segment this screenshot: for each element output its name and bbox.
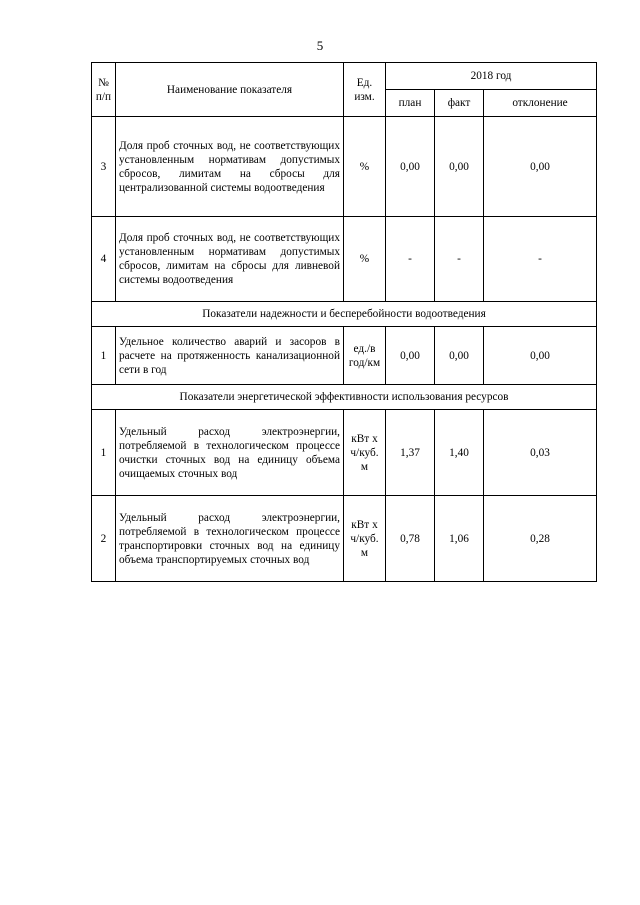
row-fact: 1,06 (435, 496, 484, 582)
table-row (92, 410, 597, 496)
row-num: 4 (92, 217, 116, 302)
row-plan: 0,00 (386, 117, 435, 217)
table-row (92, 117, 597, 217)
row-deviation: - (484, 217, 597, 302)
row-deviation: 0,00 (484, 117, 597, 217)
row-plan: - (386, 217, 435, 302)
row-deviation: 0,00 (484, 327, 597, 385)
row-unit: ед./в год/км (344, 327, 386, 385)
row-num: 2 (92, 496, 116, 582)
header-fact: факт (435, 90, 484, 117)
section-title-energy: Показатели энергетической эффективности использования ресурсов (92, 385, 597, 410)
header-num: № п/п (92, 63, 116, 117)
row-plan: 1,37 (386, 410, 435, 496)
row-fact: 0,00 (435, 327, 484, 385)
row-deviation: 0,03 (484, 410, 597, 496)
row-name: Удельный расход электроэнергии, потребляемой в технологическом процессе очистки сточных вод на единицу объема очищаемых сточных вод (116, 410, 344, 496)
header-plan: план (386, 90, 435, 117)
row-fact: 0,00 (435, 117, 484, 217)
row-unit: кВт х ч/куб. м (344, 410, 386, 496)
row-unit: % (344, 117, 386, 217)
header-name: Наименование показателя (116, 63, 344, 117)
row-plan: 0,78 (386, 496, 435, 582)
row-name: Доля проб сточных вод, не соответствующих установленным нормативам допустимых сбросов, лимитам на сбросы для централизованной системы водоотведения (116, 117, 344, 217)
header-unit: Ед. изм. (344, 63, 386, 117)
row-name: Удельный расход электроэнергии, потребляемой в технологическом процессе транспортировки сточных вод на единицу объема транспортируемых сточных вод (116, 496, 344, 582)
row-name: Доля проб сточных вод, не соответствующих установленным нормативам допустимых сбросов, лимитам на сбросы для ливневой системы водоотведения (116, 217, 344, 302)
row-unit: кВт х ч/куб. м (344, 496, 386, 582)
page-number: 5 (316, 38, 324, 53)
header-year: 2018 год (386, 63, 597, 90)
section-heading-row (92, 385, 597, 410)
row-fact: - (435, 217, 484, 302)
row-name: Удельное количество аварий и засоров в расчете на протяженность канализационной сети в год (116, 327, 344, 385)
row-num: 1 (92, 410, 116, 496)
table-row (92, 217, 597, 302)
table-row (92, 327, 597, 385)
row-plan: 0,00 (386, 327, 435, 385)
row-unit: % (344, 217, 386, 302)
row-fact: 1,40 (435, 410, 484, 496)
indicators-table (91, 62, 597, 582)
section-title-reliability: Показатели надежности и бесперебойности водоотведения (92, 302, 597, 327)
section-heading-row (92, 302, 597, 327)
header-deviation: отклонение (484, 90, 597, 117)
row-num: 3 (92, 117, 116, 217)
table-row (92, 496, 597, 582)
row-deviation: 0,28 (484, 496, 597, 582)
row-num: 1 (92, 327, 116, 385)
